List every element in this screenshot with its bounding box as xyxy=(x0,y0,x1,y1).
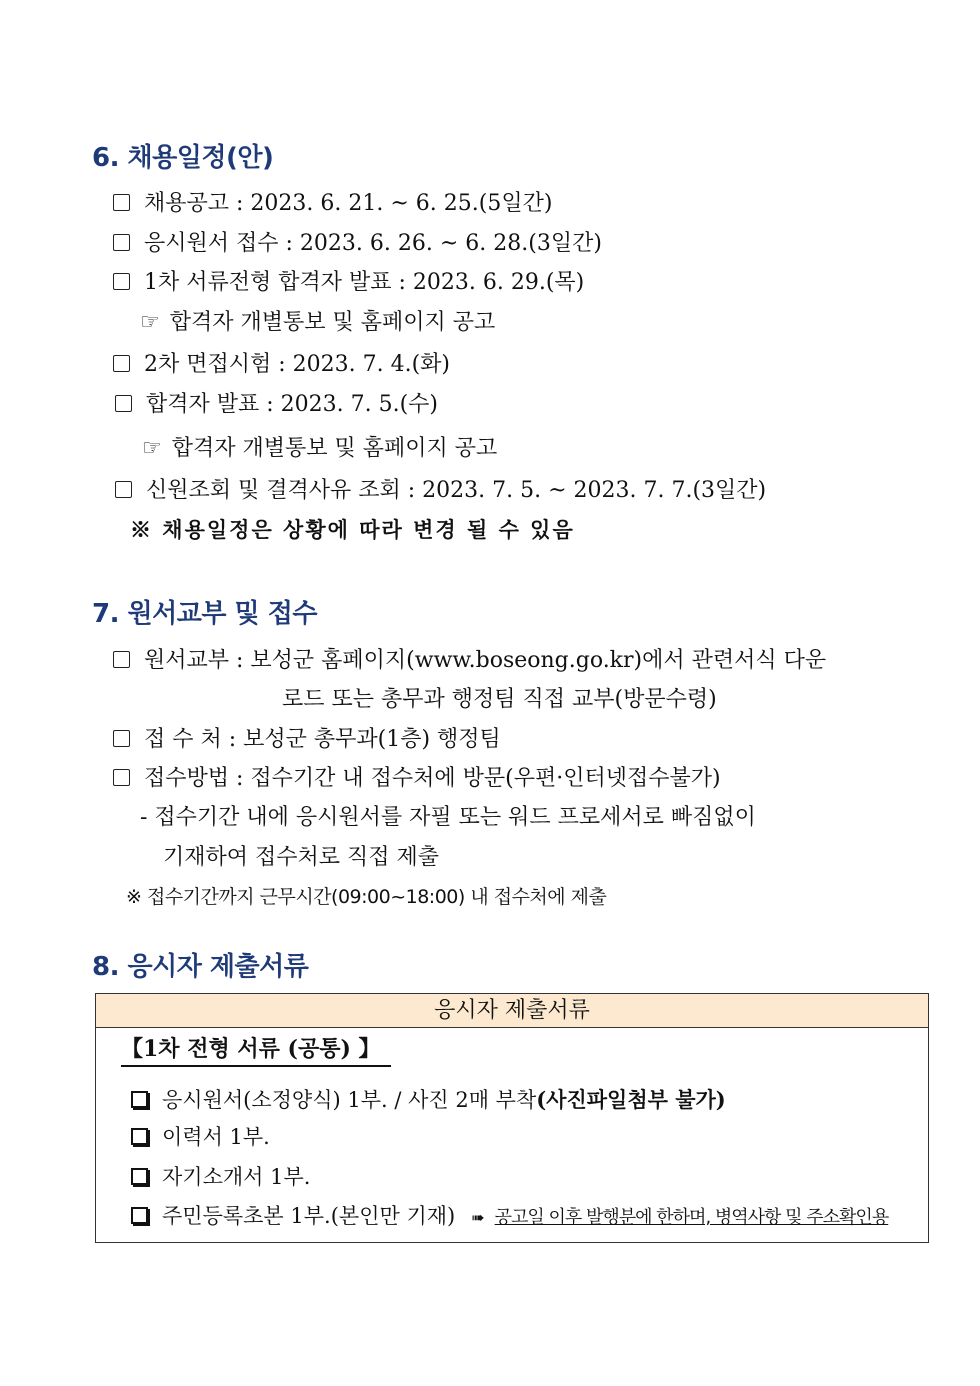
resident-record-note: 공고일 이후 발행분에 한하며, 병역사항 및 주소확인용 xyxy=(494,1207,889,1228)
schedule-item: 2차 면접시험 : 2023. 7. 4.(화) xyxy=(113,347,450,378)
checkbox-icon xyxy=(113,273,130,290)
document-item: 이력서 1부. xyxy=(131,1121,270,1151)
schedule-item: 1차 서류전형 합격자 발표 : 2023. 6. 29.(목) xyxy=(113,265,584,296)
schedule-item: 채용공고 : 2023. 6. 21. ~ 6. 25.(5일간) xyxy=(113,186,552,217)
checkbox-icon xyxy=(113,234,130,251)
application-item: 접수방법 : 접수기간 내 접수처에 방문(우편·인터넷접수불가) xyxy=(113,761,721,792)
application-item-continued: 로드 또는 총무과 행정팀 직접 교부(방문수령) xyxy=(282,687,717,712)
section-6-title: 6. 채용일정(안) xyxy=(92,143,274,173)
document-item: 주민등록초본 1부.(본인만 기재) ➠ 공고일 이후 발행분에 한하며, 병역사항 및 주소확인용 xyxy=(131,1200,888,1230)
checkbox-icon xyxy=(113,194,130,211)
documents-subheading: 【1차 전형 서류 (공통) 】 xyxy=(121,1032,391,1067)
document-item: 자기소개서 1부. xyxy=(131,1161,310,1191)
arrow-right-icon: ➠ xyxy=(471,1208,485,1227)
application-item: 접 수 처 : 보성군 총무과(1층) 행정팀 xyxy=(113,722,501,753)
section-8-title: 8. 응시자 제출서류 xyxy=(92,952,309,982)
pointing-hand-icon: ☞ xyxy=(142,436,162,461)
checkbox-icon xyxy=(131,1168,148,1185)
checkbox-icon xyxy=(131,1128,148,1145)
documents-table-header: 응시자 제출서류 xyxy=(96,994,928,1028)
application-item: 원서교부 : 보성군 홈페이지(www.boseong.go.kr)에서 관련서식 다운 xyxy=(113,643,826,674)
checkbox-icon xyxy=(115,481,132,498)
schedule-item: 응시원서 접수 : 2023. 6. 26. ~ 6. 28.(3일간) xyxy=(113,226,602,257)
application-note: ※ 접수기간까지 근무시간(09:00~18:00) 내 접수처에 제출 xyxy=(126,886,607,908)
checkbox-icon xyxy=(113,730,130,747)
section-7-title: 7. 원서교부 및 접수 xyxy=(92,599,317,629)
checkbox-icon xyxy=(113,355,130,372)
schedule-note: ※ 채용일정은 상황에 따라 변경 될 수 있음 xyxy=(130,517,575,542)
checkbox-icon xyxy=(131,1207,148,1224)
schedule-sub-note: ☞ 합격자 개별통보 및 홈페이지 공고 xyxy=(142,436,498,461)
documents-table xyxy=(95,993,929,1243)
schedule-item: 신원조회 및 결격사유 조회 : 2023. 7. 5. ~ 2023. 7. 7.(3일간) xyxy=(115,473,766,504)
schedule-sub-note: ☞ 합격자 개별통보 및 홈페이지 공고 xyxy=(140,310,496,335)
checkbox-icon xyxy=(131,1091,148,1108)
checkbox-icon xyxy=(115,395,132,412)
checkbox-icon xyxy=(113,769,130,786)
schedule-item: 합격자 발표 : 2023. 7. 5.(수) xyxy=(115,387,438,418)
application-dash-line: - 접수기간 내에 응시원서를 자필 또는 워드 프로세서로 빠짐없이 xyxy=(140,805,756,830)
checkbox-icon xyxy=(113,651,130,668)
pointing-hand-icon: ☞ xyxy=(140,310,160,335)
document-item: 응시원서(소정양식) 1부. / 사진 2매 부착(사진파일첨부 불가) xyxy=(131,1084,726,1114)
application-dash-line-continued: 기재하여 접수처로 직접 제출 xyxy=(163,845,440,870)
